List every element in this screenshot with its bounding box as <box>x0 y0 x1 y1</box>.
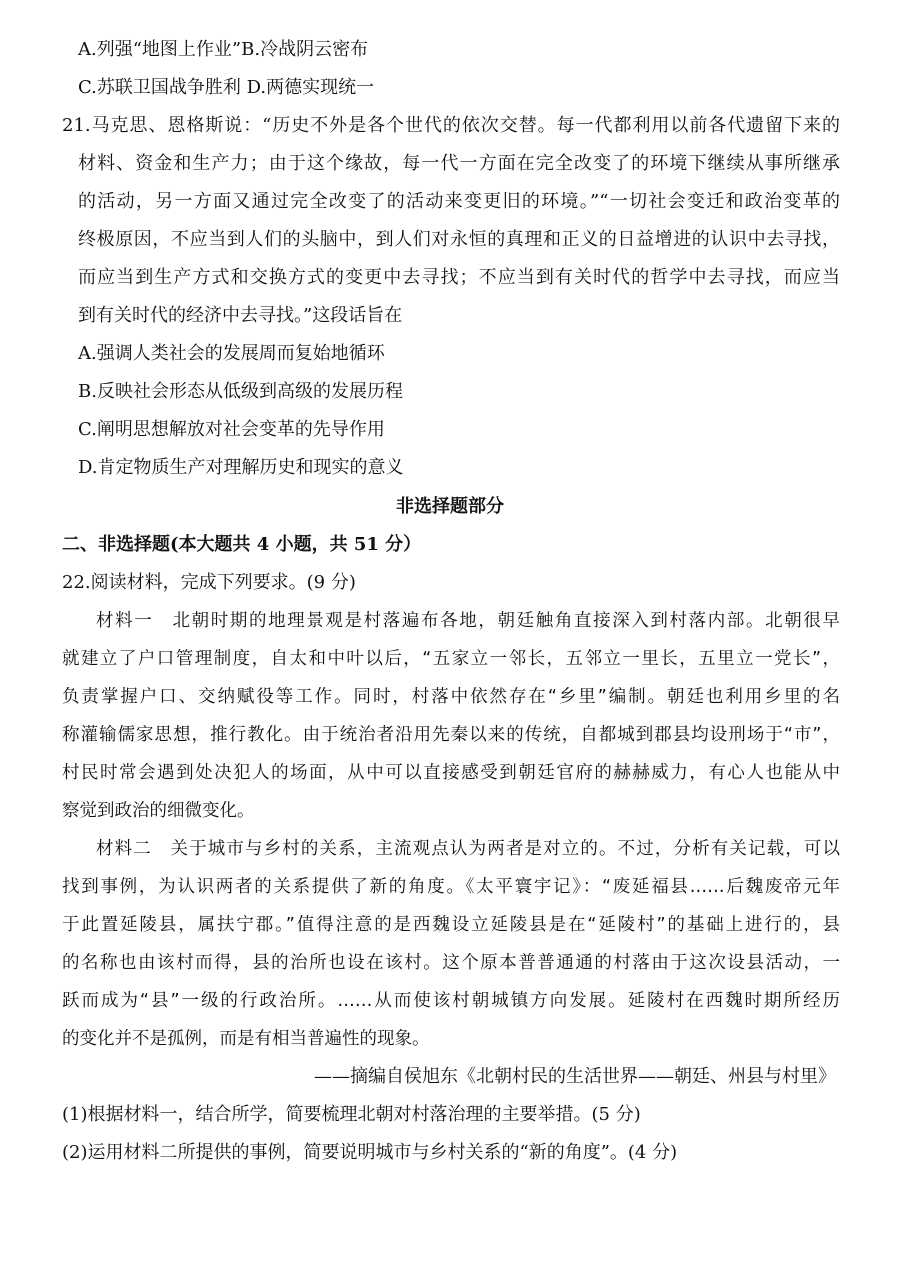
q22-intro: 22.阅读材料，完成下列要求。(9 分) <box>62 572 356 593</box>
q20-options-line-2: C.苏联卫国战争胜利 D.两德实现统一 <box>78 77 375 98</box>
q21-option-d: D.肯定物质生产对理解历史和现实的意义 <box>78 457 404 478</box>
material1-line-3: 负责掌握户口、交纳赋役等工作。同时，村落中依然存在“乡里”编制。朝廷也利用乡里的名 <box>62 687 840 707</box>
material2-line-4: 的名称也由该村而得，县的治所也设在该村。这个原本普普通通的村落由于这次设县活动，一 <box>62 953 840 973</box>
q22-subquestion-2: (2)运用材料二所提供的事例，简要说明城市与乡村关系的“新的角度”。(4 分) <box>62 1142 678 1163</box>
section-title: 非选择题部分 <box>396 496 504 517</box>
q21-stem-line-2: 材料、资金和生产力；由于这个缘故，每一代一方面在完全改变了的环境下继续从事所继承 <box>78 153 840 174</box>
q21-stem-line-3: 的活动，另一方面又通过完全改变了的活动来变更旧的环境。”“一切社会变迁和政治变革的 <box>78 191 840 212</box>
material1-line-2: 就建立了户口管理制度，自太和中叶以后，“五家立一邻长，五邻立一里长，五里立一党长”， <box>62 649 840 669</box>
material1-line-6: 察觉到政治的细微变化。 <box>62 801 255 821</box>
material2-line-3: 于此置延陵县，属扶宁郡。”值得注意的是西魏设立延陵县是在“延陵村”的基础上进行的，县 <box>62 915 840 935</box>
material1-line-5: 村民时常会遇到处决犯人的场面，从中可以直接感受到朝廷官府的赫赫威力，有心人也能从中 <box>62 763 840 783</box>
material2-line-2: 找到事例，为认识两者的关系提供了新的角度。《太平寰宇记》：“废延福县……后魏废帝元年 <box>62 877 840 897</box>
q21-option-c: C.阐明思想解放对社会变革的先导作用 <box>78 419 385 440</box>
q21-option-b: B.反映社会形态从低级到高级的发展历程 <box>78 381 403 402</box>
material2-line-5: 跃而成为“县”一级的行政治所。……从而使该村朝城镇方向发展。延陵村在西魏时期所经历 <box>62 991 840 1011</box>
section-heading: 二、非选择题(本大题共 4 小题，共 51 分） <box>62 534 422 555</box>
material-source: ——摘编自侯旭东《北朝村民的生活世界——朝廷、州县与村里》 <box>314 1066 836 1087</box>
material2-line-1: 材料二 关于城市与乡村的关系，主流观点认为两者是对立的。不过，分析有关记载，可以 <box>96 839 840 859</box>
q20-options-line-1: A.列强“地图上作业”B.冷战阴云密布 <box>78 39 369 60</box>
material1-line-1: 材料一 北朝时期的地理景观是村落遍布各地，朝廷触角直接深入到村落内部。北朝很早 <box>96 611 840 631</box>
q21-option-a: A.强调人类社会的发展周而复始地循环 <box>78 343 385 364</box>
q21-stem-line-5: 而应当到生产方式和交换方式的变更中去寻找；不应当到有关时代的哲学中去寻找，而应当 <box>78 267 840 288</box>
material2-line-6: 的变化并不是孤例，而是有相当普遍性的现象。 <box>62 1029 430 1049</box>
q21-stem-line-6: 到有关时代的经济中去寻找。”这段话旨在 <box>78 305 403 326</box>
material1-line-4: 称灌输儒家思想，推行教化。由于统治者沿用先秦以来的传统，自都城到郡县均设刑场于“市”， <box>62 725 840 745</box>
q21-stem-line-4: 终极原因，不应当到人们的头脑中，到人们对永恒的真理和正义的日益增进的认识中去寻找， <box>78 229 840 250</box>
q21-stem-line-1: 21.马克思、恩格斯说：“历史不外是各个世代的依次交替。每一代都利用以前各代遗留下来的 <box>62 115 840 136</box>
q22-subquestion-1: (1)根据材料一，结合所学，简要梳理北朝对村落治理的主要举措。(5 分) <box>62 1104 641 1125</box>
